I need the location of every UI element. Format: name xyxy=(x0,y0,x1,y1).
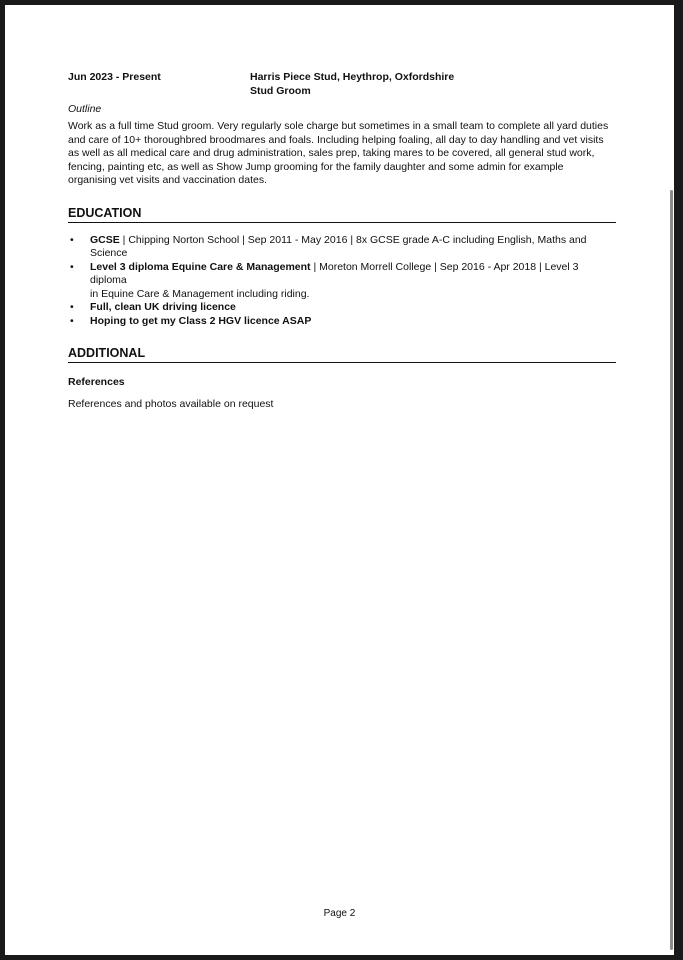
page-number: Page 2 xyxy=(323,908,356,919)
outline-label: Outline xyxy=(68,103,102,115)
bullet-icon: • xyxy=(70,260,74,273)
bullet-icon: • xyxy=(70,233,74,246)
scrollbar[interactable] xyxy=(669,5,674,955)
education-item xyxy=(68,261,616,302)
job-employer-block xyxy=(250,71,454,98)
education-item-title: Hoping to get my Class 2 HGV licence ASAP xyxy=(90,314,312,327)
education-item-title: Full, clean UK driving licence xyxy=(90,301,236,313)
bullet-icon: • xyxy=(70,301,74,313)
education-heading: EDUCATION xyxy=(68,205,616,223)
job-title: Stud Groom xyxy=(250,84,311,97)
education-item-title: GCSE xyxy=(90,233,120,246)
outline-line: Work as a full time Stud groom. Very regularly sole charge but sometimes in a small team to complete all yard duties xyxy=(68,120,609,132)
outline-line: organising vet visits and vaccination dates. xyxy=(68,174,268,186)
outline-line: fencing, painting etc, as well as Show Jump grooming for the family daughter and some admin for example xyxy=(68,160,564,173)
education-item-detail-continued: in Equine Care & Management including riding. xyxy=(90,287,310,300)
scrollbar-thumb[interactable] xyxy=(670,190,673,950)
outline-line: and care of 10+ thoroughbred broodmares and foals. Including helping foaling, all day to day handling and vet visits xyxy=(68,133,604,146)
bullet-icon: • xyxy=(70,314,74,327)
references-heading: References xyxy=(68,376,125,388)
education-item xyxy=(68,315,616,329)
additional-heading: ADDITIONAL xyxy=(68,345,616,363)
outline-text xyxy=(68,120,616,188)
job-employer: Harris Piece Stud, Heythrop, Oxfordshire xyxy=(250,71,455,83)
education-list xyxy=(68,234,616,329)
job-header xyxy=(68,71,616,98)
education-item xyxy=(68,301,616,315)
education-item-detail: | Chipping Norton School | Sep 2011 - May 2016 | 8x GCSE grade A-C including English, Maths and Science xyxy=(90,233,587,259)
education-item-detail: | Moreton Morrell College | Sep 2016 - Apr 2018 | Level 3 diploma xyxy=(90,260,579,286)
document-page xyxy=(5,5,674,955)
page-content xyxy=(68,71,616,411)
education-item xyxy=(68,234,616,261)
job-date: Jun 2023 - Present xyxy=(68,71,161,83)
references-text: References and photos available on request xyxy=(68,398,274,410)
outline-line: as well as all medical care and drug administration, sales prep, taking mares to be covered, all general stud work, xyxy=(68,147,595,159)
education-item-title: Level 3 diploma Equine Care & Management xyxy=(90,260,311,273)
